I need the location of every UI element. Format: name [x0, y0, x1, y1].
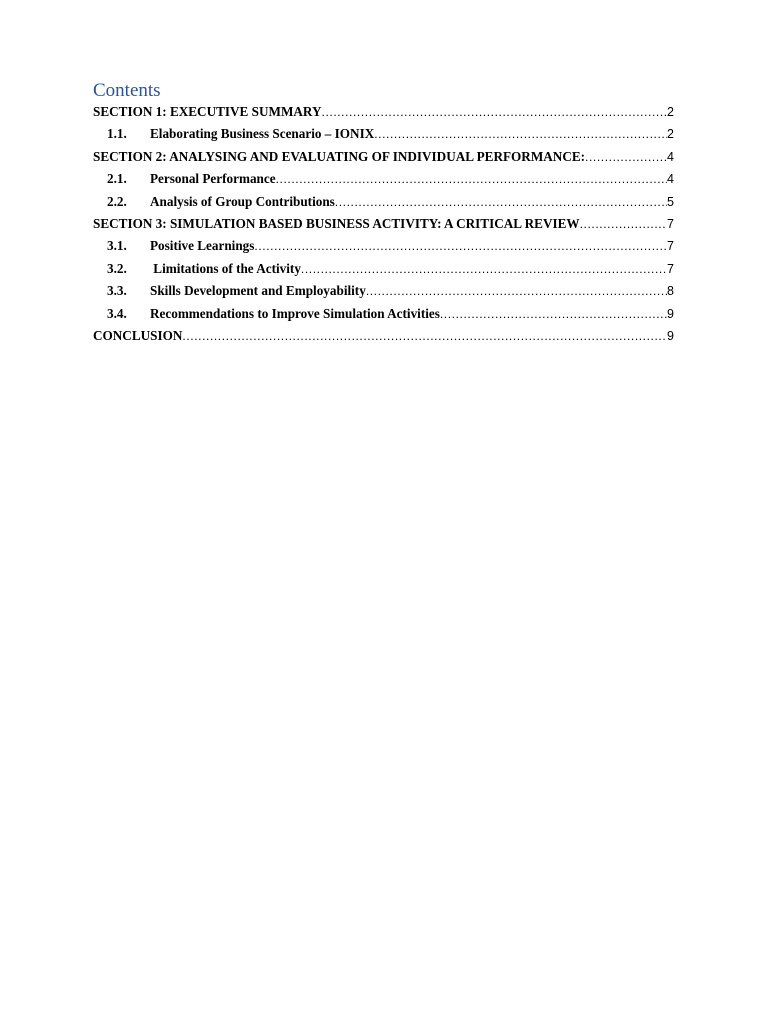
- toc-entry-title: Limitations of the Activity: [150, 260, 301, 276]
- toc-dot-leader: [366, 284, 667, 298]
- toc-entry-section-1[interactable]: [93, 104, 674, 126]
- toc-entry-title: SECTION 3: SIMULATION BASED BUSINESS ACTIVITY: A CRITICAL REVIEW: [93, 215, 580, 231]
- toc-page-number: 7: [667, 239, 674, 254]
- toc-dot-leader: [182, 329, 667, 343]
- toc-entry-title: CONCLUSION: [93, 327, 183, 343]
- toc-page-number: 2: [667, 127, 674, 142]
- toc-entry-3-3[interactable]: [93, 283, 674, 305]
- toc-entry-number: 3.4.: [107, 305, 127, 321]
- toc-entry-title: Recommendations to Improve Simulation Activities: [150, 305, 440, 321]
- toc-entry-number: 3.2.: [107, 260, 127, 276]
- toc-dot-leader: [440, 307, 667, 321]
- toc-dot-leader: [335, 195, 667, 209]
- toc-entry-title: Elaborating Business Scenario – IONIX: [150, 126, 375, 142]
- toc-entry-number: 2.2.: [107, 193, 127, 209]
- toc-entry-title: SECTION 1: EXECUTIVE SUMMARY: [93, 104, 322, 119]
- toc-page-number: 9: [667, 306, 674, 321]
- toc-entry-title: Analysis of Group Contributions: [150, 193, 335, 209]
- toc-entry-number: 1.1.: [107, 126, 127, 142]
- toc-dot-leader: [580, 217, 667, 231]
- toc-dot-leader: [374, 127, 667, 141]
- toc-page-number: 7: [667, 216, 674, 231]
- toc-heading: Contents: [93, 80, 161, 101]
- toc-page-number: 2: [667, 105, 674, 119]
- toc-dot-leader: [254, 239, 667, 253]
- toc-entry-number: 3.1.: [107, 238, 127, 254]
- toc-dot-leader: [585, 150, 667, 164]
- toc-entry-title: Skills Development and Employability: [150, 283, 366, 299]
- toc-entry-number: 3.3.: [107, 283, 127, 299]
- toc-entry-2-1[interactable]: [93, 171, 674, 193]
- toc-entry-1-1[interactable]: [93, 126, 674, 148]
- toc-page-number: 7: [667, 261, 674, 276]
- toc-page-number: 5: [667, 194, 674, 209]
- toc-dot-leader: [322, 105, 668, 119]
- toc-page-number: 8: [667, 284, 674, 299]
- toc-dot-leader: [276, 172, 667, 186]
- toc-page-number: 4: [667, 172, 674, 187]
- toc-entry-2-2[interactable]: [93, 194, 674, 216]
- toc-entry-number: 2.1.: [107, 171, 127, 187]
- toc-entry-title: SECTION 2: ANALYSING AND EVALUATING OF INDIVIDUAL PERFORMANCE:: [93, 148, 586, 164]
- toc-entry-3-1[interactable]: [93, 238, 674, 260]
- toc-page-number: 9: [667, 328, 674, 343]
- toc-page-number: 4: [667, 149, 674, 164]
- toc-entry-title: Personal Performance: [150, 171, 276, 187]
- table-of-contents: [93, 79, 674, 350]
- toc-entry-section-3[interactable]: [93, 216, 674, 238]
- toc-entry-conclusion[interactable]: [93, 328, 674, 350]
- toc-entry-section-2[interactable]: [93, 149, 674, 171]
- toc-entry-3-2[interactable]: [93, 261, 674, 283]
- toc-dot-leader: [301, 262, 667, 276]
- toc-entry-3-4[interactable]: [93, 306, 674, 328]
- toc-entry-title: Positive Learnings: [150, 238, 255, 254]
